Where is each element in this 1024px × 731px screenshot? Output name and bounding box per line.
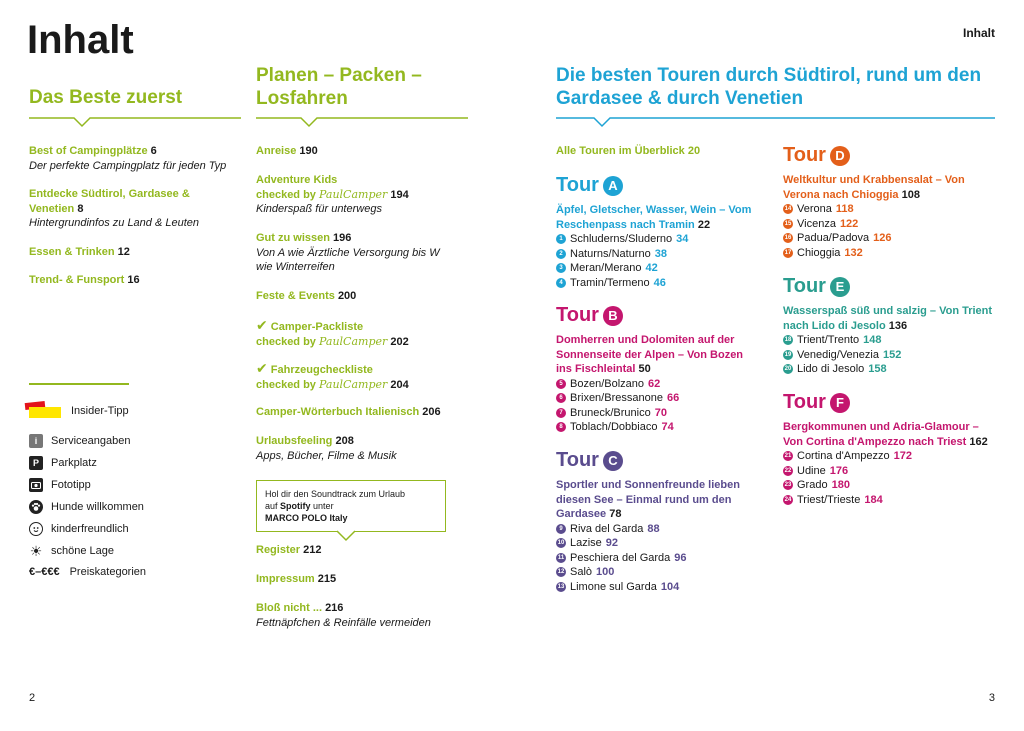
stop-page: 148: [863, 334, 882, 346]
legend-label: Fototipp: [51, 479, 91, 491]
stop-name: Meran/Merano: [570, 262, 642, 274]
tour-title-text: Äpfel, Gletscher, Wasser, Wein – Vom Reschenpass nach Tramin: [556, 204, 752, 231]
entry-page: 204: [390, 378, 409, 391]
stop-number-badge: 15: [783, 219, 793, 229]
tour-stop[interactable]: [556, 276, 756, 291]
entry-title: Adventure Kids: [256, 174, 338, 186]
tour-heading: [783, 391, 998, 414]
stop-page: 176: [829, 464, 849, 477]
stop-name: Bruneck/Brunico: [570, 406, 651, 419]
legend-service: [29, 434, 131, 448]
legend-divider: [29, 383, 129, 385]
tour-title-text: Weltkultur und Krabbensalat – Von Verona nach Chioggia: [783, 174, 965, 201]
stop-number-badge: 11: [556, 553, 566, 563]
stop-page: 132: [844, 246, 863, 259]
stop-number-badge: 8: [556, 422, 566, 432]
parking-icon: P: [29, 456, 43, 470]
tour-word: Tour: [783, 391, 826, 413]
tour-word: Tour: [783, 275, 826, 297]
tour-title-text: Sportler und Sonnenfreunde lieben diesen See – Einmal rund um den Gardasee: [556, 479, 740, 520]
stop-name: Verona: [797, 203, 832, 215]
info-icon: i: [29, 434, 43, 448]
stop-number-badge: 7: [556, 408, 566, 418]
entry-feste[interactable]: [256, 289, 356, 304]
entry-adventure-kids[interactable]: [256, 173, 409, 217]
stop-page: 152: [882, 348, 902, 361]
stop-number-badge: 19: [783, 350, 793, 360]
camera-icon: [29, 478, 43, 492]
tour-title[interactable]: [556, 203, 756, 232]
tour-stop[interactable]: [556, 406, 756, 421]
stop-name: Riva del Garda: [570, 522, 644, 535]
legend-label: Parkplatz: [51, 457, 97, 469]
entry-register[interactable]: [256, 543, 321, 558]
stop-page: 46: [653, 276, 666, 289]
tour-stop[interactable]: [556, 232, 756, 247]
tour-stop[interactable]: [783, 231, 998, 246]
tour-heading: [556, 449, 756, 472]
tour-heading: [783, 275, 998, 298]
entry-page: 202: [390, 335, 409, 348]
insider-tip-icon: [25, 402, 63, 420]
stop-name: Cortina d'Ampezzo: [797, 450, 890, 462]
tour-letter-badge: E: [830, 277, 850, 297]
tour-stop[interactable]: [783, 478, 998, 493]
entry-page: 215: [317, 573, 337, 585]
tour-stop[interactable]: [556, 580, 756, 595]
legend-price: [29, 566, 146, 578]
tour-stop[interactable]: [783, 202, 998, 217]
legend-label: schöne Lage: [51, 545, 114, 557]
page-number-right: 3: [988, 692, 995, 704]
stop-name: Bozen/Bolzano: [570, 377, 644, 390]
stop-number-badge: 2: [556, 249, 566, 259]
stop-page: 122: [839, 217, 859, 230]
col1-heading: Das Beste zuerst: [29, 87, 183, 108]
col1-rule: [29, 116, 241, 130]
tour-stop[interactable]: [556, 551, 756, 566]
stop-name: Tramin/Termeno: [570, 276, 650, 289]
tour-stop[interactable]: [783, 449, 998, 464]
entry-gut-zu-wissen[interactable]: [256, 231, 456, 275]
tour-stop[interactable]: [783, 493, 998, 508]
legend-label: kinderfreundlich: [51, 523, 129, 535]
stop-page: 180: [831, 479, 850, 491]
legend-label: Insider-Tipp: [71, 405, 129, 417]
stop-page: 38: [654, 247, 667, 260]
stop-number-badge: 18: [783, 335, 793, 345]
stop-page: 118: [835, 203, 854, 215]
tour-b-block: [556, 304, 756, 435]
entry-sub: Fettnäpfchen & Reinfälle vermeiden: [256, 616, 431, 629]
checked-by: checked by: [256, 188, 316, 201]
paulcamper-logo: PaulCamper: [318, 334, 388, 348]
stop-page: 74: [661, 421, 674, 433]
stop-name: Limone sul Garda: [570, 580, 657, 593]
entry-overview[interactable]: [556, 144, 700, 159]
legend-sun: [29, 544, 114, 558]
tour-e-block: [783, 275, 998, 377]
stop-number-badge: 9: [556, 524, 566, 534]
stop-name: Lazise: [570, 537, 602, 549]
tour-title-text: Domherren und Dolomiten auf der Sonnenseite der Alpen – Von Bozen ins Fischleintal: [556, 334, 744, 375]
stop-name: Trient/Trento: [797, 334, 860, 346]
stop-number-badge: 16: [783, 233, 793, 243]
entry-title: Feste & Events: [256, 290, 335, 302]
stop-page: 66: [666, 392, 680, 404]
tour-stop[interactable]: [783, 217, 998, 232]
tour-letter-badge: D: [830, 146, 850, 166]
stop-name: Triest/Trieste: [797, 493, 861, 506]
stop-page: 96: [674, 551, 687, 564]
stop-name: Brixen/Bressanone: [570, 392, 663, 404]
tour-page: 78: [609, 508, 622, 520]
stop-name: Lido di Jesolo: [797, 363, 865, 375]
stop-page: 100: [596, 566, 615, 578]
tour-stop[interactable]: [783, 464, 998, 479]
legend-photo: [29, 478, 91, 492]
tour-heading: [783, 144, 998, 167]
entry-title: Register: [256, 544, 301, 556]
stop-page: 62: [648, 377, 661, 390]
entry-packliste[interactable]: [256, 318, 409, 349]
stop-number-badge: 17: [783, 248, 793, 258]
stop-name: Naturns/Naturno: [570, 247, 651, 260]
legend-kids: [29, 522, 129, 536]
entry-page: 194: [390, 188, 409, 201]
stop-page: 184: [864, 493, 883, 506]
entry-title: Entdecke Südtirol, Gardasee & Venetien: [29, 188, 190, 215]
legend-insider: [29, 402, 129, 420]
entry-essen[interactable]: [29, 245, 234, 260]
tour-stop[interactable]: [556, 420, 756, 435]
stop-number-badge: 13: [556, 582, 566, 592]
stop-page: 34: [676, 233, 689, 245]
entry-page: 196: [333, 232, 352, 244]
tour-heading: [556, 174, 756, 197]
tour-d-block: [783, 144, 998, 260]
tour-letter-badge: C: [603, 451, 623, 471]
checked-by: checked by: [256, 378, 316, 391]
tour-title[interactable]: [783, 420, 998, 449]
col3-rule: [556, 116, 995, 130]
entry-page: 12: [117, 245, 130, 258]
tour-title[interactable]: [783, 304, 998, 333]
tour-stop[interactable]: [556, 522, 756, 537]
stop-name: Udine: [797, 464, 826, 477]
stop-page: 104: [660, 580, 680, 593]
stop-number-badge: 5: [556, 379, 566, 389]
stop-page: 88: [647, 522, 660, 535]
entry-page: 216: [325, 602, 344, 614]
tour-title[interactable]: [556, 333, 756, 377]
stop-page: 92: [605, 537, 619, 549]
entry-title: Gut zu wissen: [256, 232, 330, 244]
tour-stop[interactable]: [556, 536, 756, 551]
tour-page: 108: [901, 188, 920, 201]
entry-page: 206: [422, 406, 441, 418]
entry-page: 190: [299, 145, 318, 157]
spotify-line1: Hol dir den Soundtrack zum Urlaub: [265, 489, 406, 499]
tour-title-text: Bergkommunen und Adria-Glamour – Von Cortina d'Ampezzo nach Triest: [783, 421, 979, 448]
stop-name: Chioggia: [797, 246, 841, 259]
spotify-line2b: unter: [313, 501, 334, 511]
tour-letter-badge: B: [603, 306, 623, 326]
entry-woerterbuch[interactable]: [256, 405, 441, 420]
spotify-line2: auf: [265, 501, 278, 511]
stop-number-badge: 4: [556, 278, 566, 288]
sun-icon: ☀: [29, 542, 43, 559]
stop-page: 172: [893, 450, 912, 462]
tour-word: Tour: [556, 304, 599, 326]
stop-number-badge: 24: [783, 495, 793, 505]
stop-number-badge: 14: [783, 204, 793, 214]
tour-stop[interactable]: [783, 246, 998, 261]
tour-stop[interactable]: [556, 377, 756, 392]
tour-stop[interactable]: [556, 247, 756, 262]
entry-entdecke[interactable]: [29, 187, 199, 231]
entry-title: Trend- & Funsport: [29, 274, 125, 286]
tour-word: Tour: [783, 144, 826, 166]
spotify-box-notch: [336, 530, 356, 542]
stop-number-badge: 10: [556, 538, 566, 548]
child-icon: [29, 522, 43, 536]
entry-title: Alle Touren im Überblick: [556, 145, 685, 157]
stop-number-badge: 3: [556, 263, 566, 273]
stop-name: Grado: [797, 479, 828, 491]
stop-page: 126: [873, 232, 892, 244]
page-title: Inhalt: [27, 18, 134, 62]
tour-word: Tour: [556, 174, 599, 196]
entry-page: 6: [150, 145, 157, 157]
stop-name: Salò: [570, 566, 593, 578]
tour-stop[interactable]: [556, 565, 756, 580]
entry-title: Essen & Trinken: [29, 245, 115, 258]
entry-sub: Der perfekte Campingplatz für jeden Typ: [29, 159, 227, 172]
entry-anreise[interactable]: [256, 144, 318, 159]
tour-title[interactable]: [556, 478, 756, 522]
stop-number-badge: 12: [556, 567, 566, 577]
tour-heading: [556, 304, 756, 327]
header-right: Inhalt: [963, 26, 995, 40]
tour-letter-badge: A: [603, 176, 623, 196]
entry-page: 208: [335, 435, 354, 447]
euro-icon: €–€€€: [29, 566, 60, 578]
tour-title[interactable]: [783, 173, 998, 202]
page-number-left: 2: [29, 692, 36, 704]
stop-page: 42: [645, 262, 658, 274]
stop-number-badge: 22: [783, 466, 793, 476]
stop-number-badge: 1: [556, 234, 566, 244]
stop-number-badge: 6: [556, 393, 566, 403]
entry-page: 8: [77, 202, 84, 215]
paw-icon: [29, 500, 43, 514]
col2-rule: [256, 116, 468, 130]
entry-sub: Kinderspaß für unterwegs: [256, 203, 382, 215]
entry-urlaubsfeeling[interactable]: [256, 434, 397, 463]
entry-page: 16: [127, 274, 140, 286]
spotify-label: Spotify: [280, 501, 311, 511]
entry-title: Impressum: [256, 573, 315, 585]
entry-trend[interactable]: [29, 273, 234, 288]
tour-page: 50: [638, 363, 651, 375]
stop-name: Toblach/Dobbiaco: [570, 421, 658, 433]
col2-heading: Planen – Packen – Losfahren: [256, 65, 422, 109]
paulcamper-logo: PaulCamper: [318, 187, 388, 201]
tour-stop[interactable]: [783, 348, 998, 363]
entry-title: Camper-Wörterbuch Italienisch: [256, 406, 420, 418]
entry-title: Fahrzeugcheckliste: [270, 364, 373, 376]
stop-name: Vicenza: [797, 217, 836, 230]
tour-letter-badge: F: [830, 393, 850, 413]
entry-page: 200: [337, 290, 357, 302]
stop-name: Schluderns/Sluderno: [570, 233, 673, 245]
check-icon: ✔: [256, 317, 268, 333]
entry-page: 212: [303, 544, 322, 556]
stop-number-badge: 23: [783, 480, 793, 490]
entry-title: Best of Campingplätze: [29, 145, 148, 157]
checked-by: checked by: [256, 335, 316, 348]
entry-title: Camper-Packliste: [270, 321, 364, 333]
tour-page: 162: [969, 435, 988, 448]
tour-stop[interactable]: [556, 391, 756, 406]
tour-page: 22: [697, 218, 711, 231]
stop-name: Peschiera del Garda: [570, 551, 671, 564]
check-icon: ✔: [256, 360, 268, 376]
stop-number-badge: 21: [783, 451, 793, 461]
stop-page: 70: [654, 406, 667, 419]
entry-bloss-nicht[interactable]: [256, 601, 431, 630]
col3-heading: Die besten Touren durch Südtirol, rund um den Gardasee & durch Venetien: [556, 65, 982, 109]
entry-fahrzeug[interactable]: [256, 361, 409, 392]
tour-a-block: [556, 174, 756, 290]
tour-stop[interactable]: [783, 333, 998, 348]
stop-name: Venedig/Venezia: [797, 348, 879, 361]
col1-entries: [29, 144, 234, 288]
legend-parking: [29, 456, 97, 470]
stop-name: Padua/Padova: [797, 232, 870, 244]
entry-page: 20: [687, 145, 701, 157]
tour-stop[interactable]: [556, 261, 756, 276]
tour-stop[interactable]: [783, 362, 998, 377]
entry-title: Anreise: [256, 145, 297, 157]
legend-label: Hunde willkommen: [51, 501, 144, 513]
entry-sub: Von A wie Ärztliche Versorgung bis W wie Winterreifen: [256, 246, 440, 273]
entry-impressum[interactable]: [256, 572, 336, 587]
stop-page: 158: [868, 363, 887, 375]
tour-word: Tour: [556, 449, 599, 471]
legend-label: Preiskategorien: [69, 566, 147, 578]
entry-title: Bloß nicht ...: [256, 602, 322, 614]
tour-f-block: [783, 391, 998, 507]
entry-sub: Hintergrundinfos zu Land & Leuten: [29, 217, 200, 229]
tour-title-text: Wasserspaß süß und salzig – Von Trient nach Lido di Jesolo: [783, 305, 993, 332]
tour-page: 136: [888, 319, 908, 332]
paulcamper-logo: PaulCamper: [318, 377, 388, 391]
legend-label: Serviceangaben: [51, 435, 131, 447]
spotify-playlist: MARCO POLO Italy: [265, 513, 348, 523]
entry-sub: Apps, Bücher, Filme & Musik: [256, 449, 397, 462]
tour-c-block: [556, 449, 756, 594]
entry-best-of[interactable]: [29, 144, 234, 173]
stop-number-badge: 20: [783, 364, 793, 374]
spotify-box[interactable]: [256, 480, 446, 532]
legend-dogs: [29, 500, 144, 514]
entry-title: Urlaubsfeeling: [256, 435, 333, 447]
